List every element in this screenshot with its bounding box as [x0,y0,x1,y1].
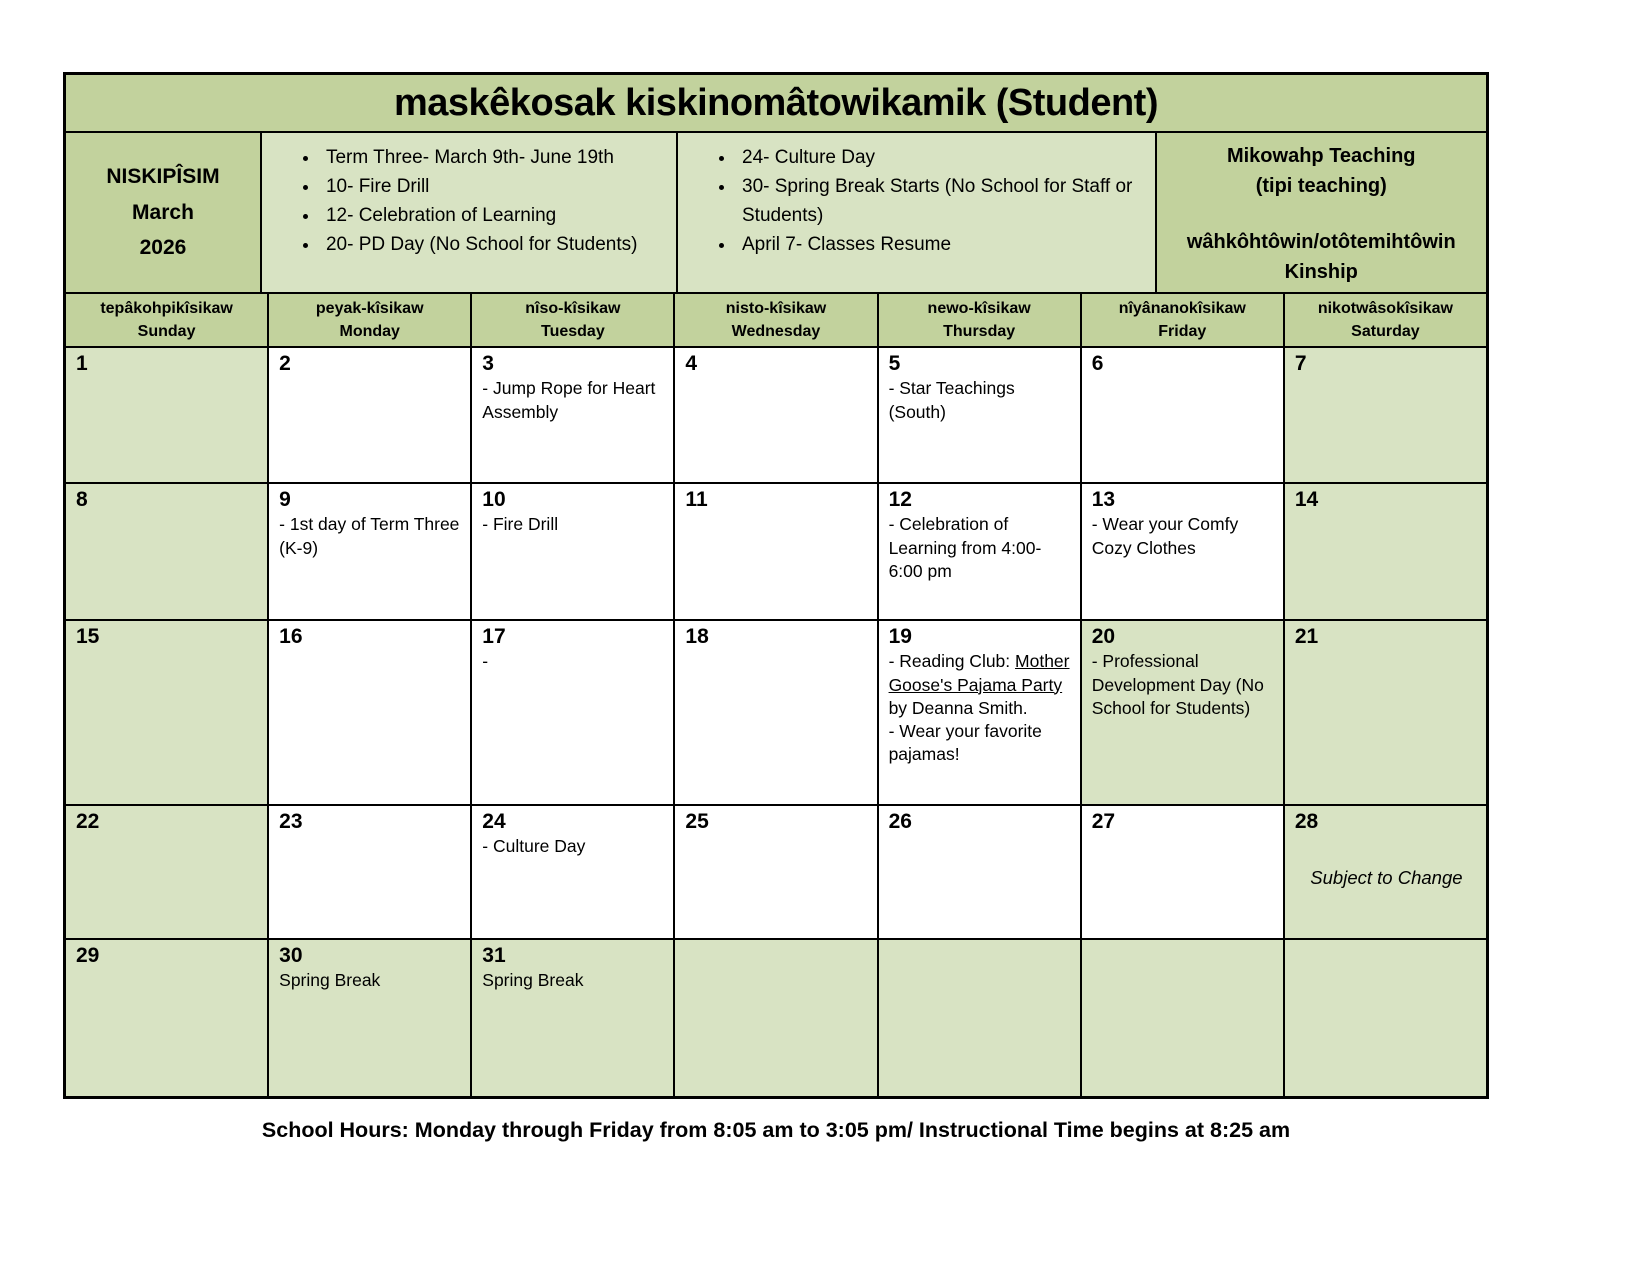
calendar-day-22 [66,806,269,938]
day-number: 23 [279,810,303,833]
day-event: - Jump Rope for Heart Assembly [482,378,656,422]
calendar-week-row [66,940,1486,1096]
day-number: 16 [279,625,303,648]
weekday-header-row [66,294,1486,348]
calendar-day-20 [1082,621,1285,804]
info-event-item: • 30- Spring Break Starts (No School for Staff or Students) [736,172,1155,230]
weekday-header-sunday [66,294,269,346]
kinship-block [1187,227,1456,287]
day-number: 7 [1294,352,1307,375]
info-event-item: • 20- PD Day (No School for Students) [320,230,676,259]
day-number: 21 [1294,625,1319,648]
calendar-day-23 [269,806,472,938]
day-number: 5 [888,352,901,375]
calendar-table [63,72,1489,1099]
day-number: 18 [685,625,709,648]
calendar-day-9 [269,484,472,619]
year: 2026 [139,236,187,260]
day-event: - Professional Development Day (No School for Students) [1091,651,1264,718]
weekday-name-english: Thursday [943,323,1016,340]
day-number: 25 [685,810,709,833]
day-number: 26 [888,810,912,833]
day-event: - 1st day of Term Three (K-9) [279,514,460,558]
calendar-day-15 [66,621,269,804]
teaching-title: Mikowahp Teaching [1226,145,1416,167]
day-number: 30 [279,944,303,967]
calendar-day-7 [1285,348,1486,482]
day-number: 15 [76,625,100,648]
month-name: March [132,200,194,224]
info-event-item: • 10- Fire Drill [320,172,676,201]
day-number: 9 [279,488,291,511]
weekday-name-english: Friday [1158,323,1207,340]
calendar-day-10 [472,484,675,619]
weekday-header-friday [1082,294,1285,346]
day-number: 12 [888,488,912,511]
calendar-day-empty [1082,940,1285,1096]
weekday-name-english: Saturday [1351,323,1420,340]
calendar-day-4 [675,348,878,482]
day-number: 31 [482,944,506,967]
kinship-english: Kinship [1284,261,1358,283]
month-events-list-right [678,133,1157,292]
day-number: 14 [1294,488,1319,511]
weekday-name-cree: tepâkohpikîsikaw [100,299,233,317]
info-event-item: • 12- Celebration of Learning [320,201,676,230]
day-number: 27 [1091,810,1116,833]
calendar-day-6 [1082,348,1285,482]
weekday-name-cree: nisto-kîsikaw [725,299,827,317]
weekday-name-english: Wednesday [731,323,821,340]
month-name-cree: NISKIPÎSIM [106,164,220,188]
month-cell [66,133,262,292]
calendar-day-21 [1285,621,1486,804]
calendar-day-2 [269,348,472,482]
info-event-item: • 24- Culture Day [736,143,1155,172]
calendar-week-row [66,484,1486,621]
day-event: Spring Break [482,970,584,991]
calendar-day-30 [269,940,472,1096]
weekday-name-english: Monday [339,323,400,340]
day-number: 24 [482,810,506,833]
calendar-day-3 [472,348,675,482]
calendar-day-28 [1285,806,1486,938]
day-number: 20 [1091,625,1116,648]
day-event: - [482,651,489,672]
day-number: 6 [1091,352,1104,375]
day-number: 19 [888,625,912,648]
day-event: - Reading Club: Mother Goose's Pajama Party by Deanna Smith. [888,651,1070,718]
calendar-day-27 [1082,806,1285,938]
day-number: 17 [482,625,506,648]
calendar-day-17 [472,621,675,804]
day-event: - Star Teachings (South) [888,378,1015,422]
day-number: 4 [685,352,698,375]
weekday-header-monday [269,294,472,346]
day-number: 2 [279,352,291,375]
day-number: 8 [76,488,88,511]
calendar-day-empty [1285,940,1486,1096]
calendar-day-8 [66,484,269,619]
info-event-item: • Term Three- March 9th- June 19th [320,143,676,172]
calendar-day-11 [675,484,878,619]
teaching-subtitle: (tipi teaching) [1255,175,1387,197]
day-event: - Fire Drill [482,514,559,535]
weekday-name-cree: peyak-kîsikaw [315,299,424,317]
calendar-day-18 [675,621,878,804]
weekday-header-thursday [879,294,1082,346]
calendar-day-24 [472,806,675,938]
calendar-day-empty [879,940,1082,1096]
calendar-day-31 [472,940,675,1096]
month-events-list-left [262,133,678,292]
calendar-day-1 [66,348,269,482]
weekday-name-english: Tuesday [540,323,605,340]
weekday-name-cree: newo-kîsikaw [927,299,1031,317]
calendar-info-row [66,133,1486,294]
calendar-day-16 [269,621,472,804]
day-number: 1 [76,352,88,375]
school-hours-footer: School Hours: Monday through Friday from 8:05 am to 3:05 pm/ Instructional Time begins at 8:25 am [261,1118,1291,1142]
calendar-week-row [66,348,1486,484]
calendar-day-14 [1285,484,1486,619]
day-event: Spring Break [279,970,381,991]
weekday-header-wednesday [675,294,878,346]
day-number: 22 [76,810,100,833]
calendar-day-empty [675,940,878,1096]
day-number: 10 [482,488,506,511]
calendar-day-26 [879,806,1082,938]
subject-to-change-note: Subject to Change [1310,867,1463,889]
day-event: - Wear your favorite pajamas! [888,721,1042,765]
day-event: - Celebration of Learning from 4:00-6:00 pm [888,514,1042,581]
day-number: 29 [76,944,100,967]
weekday-header-saturday [1285,294,1486,346]
calendar-day-13 [1082,484,1285,619]
day-event: - Culture Day [482,836,586,857]
day-event: - Wear your Comfy Cozy Clothes [1091,514,1239,558]
calendar-week-row [66,621,1486,806]
day-number: 11 [685,488,708,511]
calendar-day-5 [879,348,1082,482]
kinship-cree: wâhkôhtôwin/otôtemihtôwin [1186,231,1456,253]
weekday-name-cree: nikotwâsokîsikaw [1317,299,1453,317]
teaching-cell [1157,133,1486,292]
weekday-name-cree: nîyânanokîsikaw [1118,299,1246,317]
calendar-week-row [66,806,1486,940]
weekday-name-cree: nîso-kîsikaw [525,299,621,317]
day-number: 13 [1091,488,1116,511]
calendar-title-row [66,75,1486,133]
calendar-title: maskêkosak kiskinomâtowikamik (Student) [393,81,1158,124]
weekday-header-tuesday [472,294,675,346]
calendar-day-25 [675,806,878,938]
weekday-name-english: Sunday [137,323,196,340]
info-event-item: • April 7- Classes Resume [736,230,1155,259]
calendar-day-29 [66,940,269,1096]
calendar-day-19 [879,621,1082,804]
calendar-grid [66,348,1486,1096]
day-number: 28 [1294,810,1319,833]
day-number: 3 [482,352,494,375]
calendar-day-12 [879,484,1082,619]
